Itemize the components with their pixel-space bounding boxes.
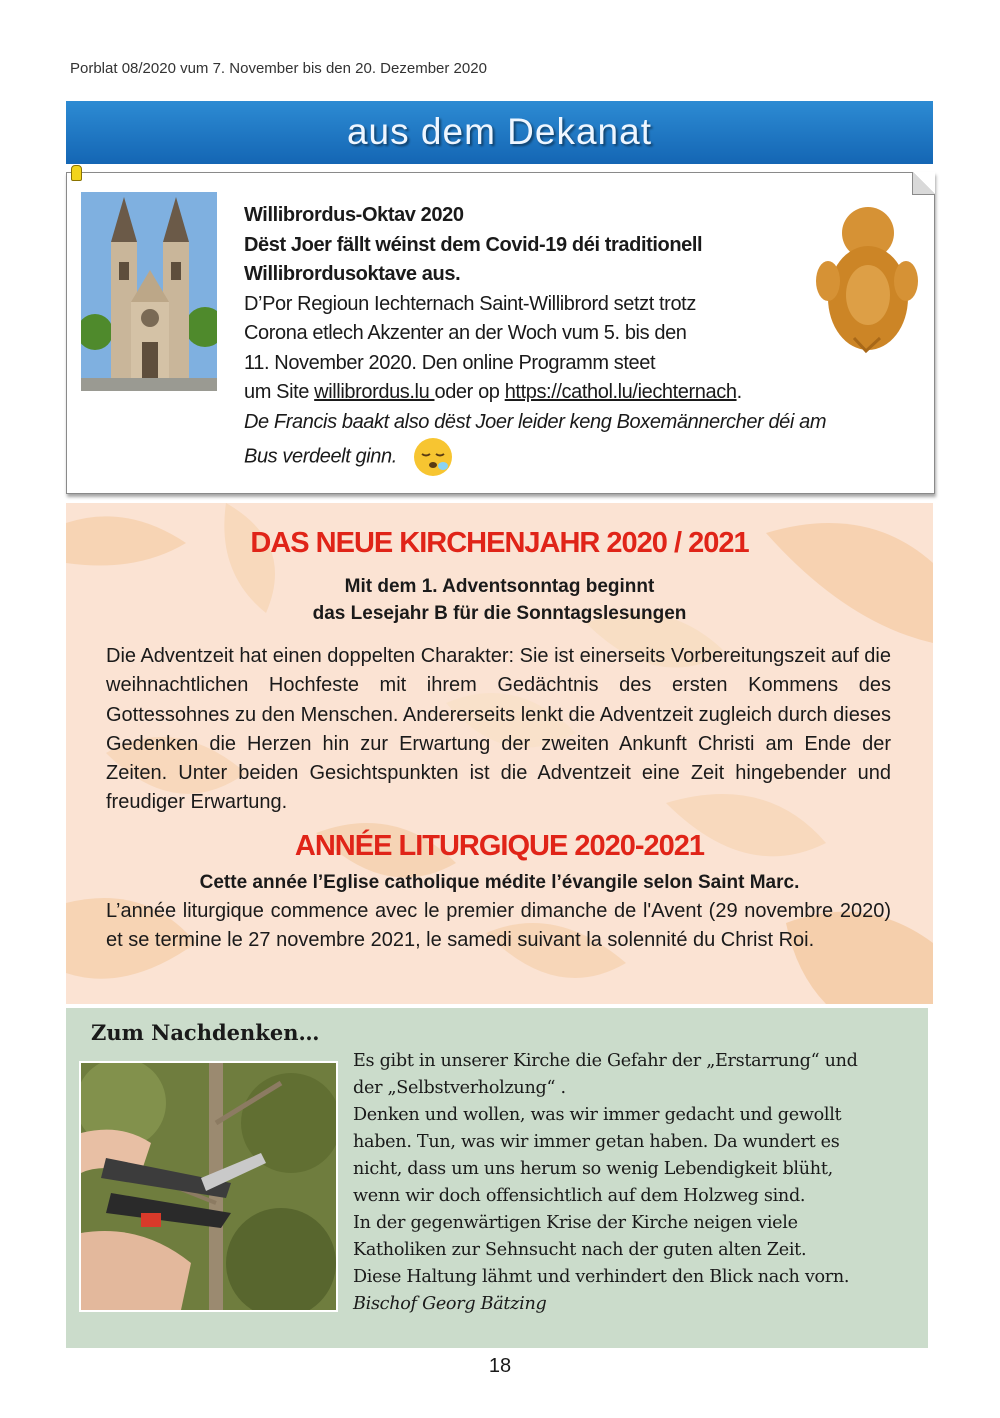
annee-paragraph: L’année liturgique commence avec le premier dimanche de l'Avent (29 novembre 2020) et se termine le 27 novembre 2021, le samedi suivant la solennité du Christ Roi. bbox=[106, 900, 891, 952]
cathol-link[interactable]: https://cathol.lu/iechternach bbox=[504, 381, 737, 403]
willibrordus-link[interactable]: willibrordus.lu bbox=[314, 381, 435, 403]
nachdenken-line-2: der „Selbstverholzung“ . bbox=[353, 1078, 566, 1098]
annee-title: ANNÉE LITURGIQUE 2020-2021 bbox=[294, 830, 705, 862]
willibrordus-text bbox=[244, 201, 914, 477]
nachdenken-section bbox=[66, 1008, 928, 1348]
willibrordus-note bbox=[66, 172, 935, 494]
note-headline-1: Dëst Joer fällt wéinst dem Covid-19 déi traditionell bbox=[244, 233, 703, 256]
kirchenjahr-subtitle-2: das Lesejahr B für die Sonntagslesungen bbox=[312, 603, 687, 624]
page-number: 18 bbox=[488, 1355, 512, 1377]
nachdenken-line-9: Diese Haltung lähmt und verhindert den Blick nach vorn. bbox=[353, 1267, 850, 1287]
kirchenjahr-section bbox=[66, 503, 933, 1004]
note-line-3: 11. November 2020. Den online Programm steet bbox=[244, 351, 656, 374]
nachdenken-line-8: Katholiken zur Sehnsucht nach der guten alten Zeit. bbox=[353, 1240, 807, 1260]
note-title: Willibrordus-Oktav 2020 bbox=[244, 204, 464, 226]
nachdenken-line-1: Es gibt in unserer Kirche die Gefahr der „Erstarrung“ und bbox=[353, 1051, 858, 1071]
section-banner bbox=[66, 101, 933, 164]
note-line-4-pre: um Site bbox=[244, 381, 315, 403]
nachdenken-line-4: haben. Tun, was wir immer getan haben. Da wundert es bbox=[353, 1132, 840, 1152]
banner-title: aus dem Dekanat bbox=[346, 111, 652, 152]
nachdenken-line-3: Denken und wollen, was wir immer gedacht und gewollt bbox=[353, 1105, 842, 1125]
kirchenjahr-subtitle-1: Mit dem 1. Adventsonntag beginnt bbox=[344, 576, 655, 597]
sleepy-face-icon bbox=[413, 437, 453, 477]
note-italic-1: De Francis baakt also dëst Joer leider keng Boxemännercher déi am bbox=[244, 410, 827, 433]
note-line-4-post: . bbox=[736, 381, 742, 403]
note-line-4-mid: oder op bbox=[434, 381, 505, 403]
page-header: Porblat 08/2020 vum 7. November bis den 20. Dezember 2020 bbox=[70, 60, 487, 77]
nachdenken-line-5: nicht, dass um uns herum so wenig Lebendigkeit blüht, bbox=[353, 1159, 833, 1179]
kirchenjahr-paragraph: Die Adventzeit hat einen doppelten Charakter: Sie ist einerseits Vorbereitungszeit auf die weihnachtlichen Hochfeste mit ihrem Gedächtnis des ersten Kommens des Gottessohnes zu den Menschen. Andererseits lenkt die Adventzeit zugleich durch dieses Gedenken die Herzen hin zur Erwartung der zweiten Ankunft Christi am Ende der Zeiten. Unter beiden Gesichtspunkten ist die Adventzeit eine Zeit hingebender und freudiger Erwartung. bbox=[106, 645, 891, 814]
note-italic-2 bbox=[244, 437, 914, 477]
page-curl bbox=[912, 172, 935, 195]
church-photo bbox=[81, 192, 217, 391]
nachdenken-line-7: In der gegenwärtigen Krise der Kirche neigen viele bbox=[353, 1213, 798, 1233]
nachdenken-title: Zum Nachdenken… bbox=[91, 1020, 320, 1045]
note-line-2: Corona etlech Akzenter an der Woch vum 5. bis den bbox=[244, 322, 687, 344]
nachdenken-line-6: wenn wir doch offensichtlich auf dem Holzweg sind. bbox=[353, 1186, 806, 1206]
annee-subtitle: Cette année l’Eglise catholique médite l’évangile selon Saint Marc. bbox=[199, 872, 800, 893]
pin-icon bbox=[71, 165, 82, 181]
nachdenken-text bbox=[353, 1048, 925, 1318]
note-italic-2-text: Bus verdeelt ginn. bbox=[244, 445, 397, 468]
pruning-shears-photo bbox=[79, 1061, 338, 1312]
note-line-1: D’Por Regioun Iechternach Saint-Willibrord setzt trotz bbox=[244, 292, 696, 315]
nachdenken-author: Bischof Georg Bätzing bbox=[353, 1294, 547, 1314]
note-line-4 bbox=[244, 378, 914, 408]
kirchenjahr-title: DAS NEUE KIRCHENJAHR 2020 / 2021 bbox=[250, 527, 749, 559]
note-headline-2: Willibrordusoktave aus. bbox=[244, 263, 461, 285]
